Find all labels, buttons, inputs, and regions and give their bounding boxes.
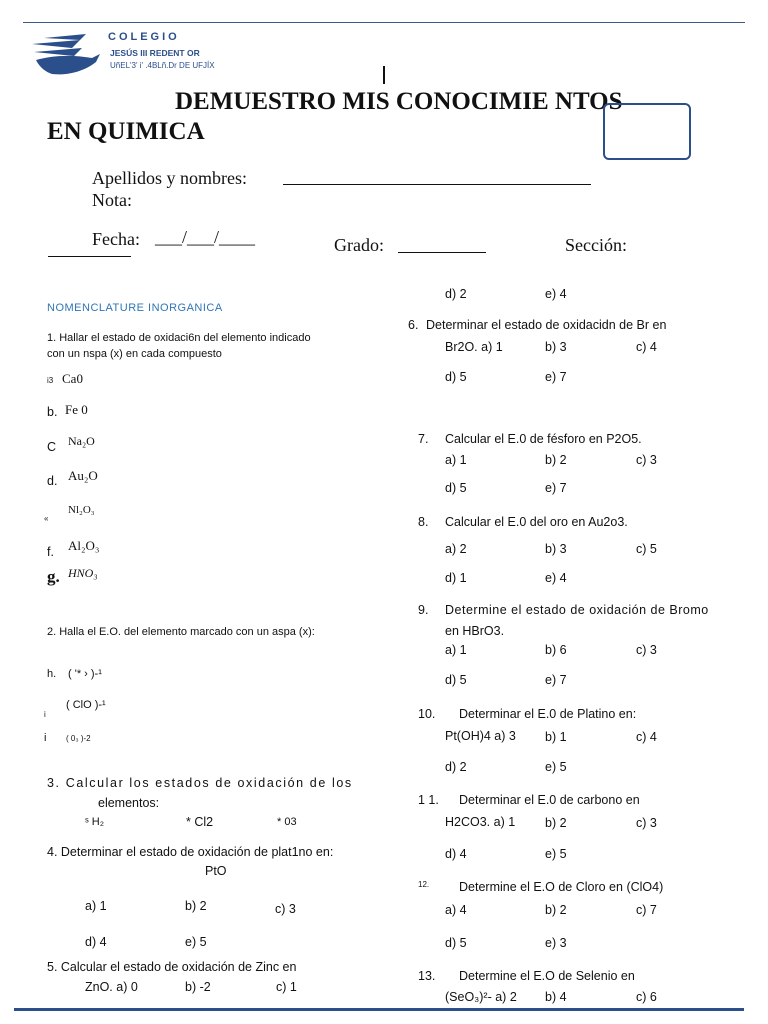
q1-item-formula: Fe 0 — [65, 402, 88, 417]
college-name: COLEGIO — [108, 31, 180, 43]
q13-number: 13. — [418, 969, 436, 983]
q9-option[interactable]: b) 6 — [545, 643, 567, 657]
q1-item-label: f. — [47, 545, 54, 559]
q3-text-line-2: elementos: — [98, 796, 160, 810]
q3-item: * 03 — [277, 816, 297, 828]
q2-item-label: h. — [47, 668, 57, 680]
q13-option[interactable]: (SeO₃)²- a) 2 — [445, 990, 517, 1004]
q1-item-formula: HNO₃ — [68, 566, 98, 580]
q10-option[interactable]: e) 5 — [545, 760, 567, 774]
q12-option[interactable]: c) 7 — [636, 903, 657, 917]
page-title-line-2: EN QUIMICA — [47, 118, 205, 145]
q12-text: Determine el E.O de Cloro en (ClO4) — [459, 880, 664, 894]
q10-number: 10. — [418, 707, 436, 721]
q6-option[interactable]: c) 4 — [636, 340, 657, 354]
names-label: Apellidos y nombres: — [92, 168, 247, 188]
q13-option[interactable]: b) 4 — [545, 990, 567, 1004]
grade-box — [603, 103, 691, 160]
left-blank-line — [48, 256, 131, 257]
q5-option[interactable]: ZnO. a) 0 — [85, 980, 138, 994]
q6-option[interactable]: d) 5 — [445, 370, 467, 384]
top-option[interactable]: d) 2 — [445, 287, 467, 301]
q3-text-line-1: 3. Calcular los estados de oxidación de los — [47, 776, 353, 790]
q1-item-label: d. — [47, 474, 58, 488]
q6-option[interactable]: e) 7 — [545, 370, 567, 384]
q2-text: 2. Halla el E.O. del elemento marcado con un aspa (x): — [47, 626, 315, 638]
q11-text: Determinar el E.0 de carbono en — [459, 793, 640, 807]
q1-item-label: C — [47, 440, 57, 454]
q10-option[interactable]: c) 4 — [636, 730, 657, 744]
q2-item-label: i — [44, 710, 46, 719]
q11-option[interactable]: e) 5 — [545, 847, 567, 861]
date-label: Fecha: — [92, 229, 140, 249]
q5-option[interactable]: b) -2 — [185, 980, 211, 994]
q12-option[interactable]: d) 5 — [445, 936, 467, 950]
school-logo — [30, 30, 102, 83]
level-label: Grado: — [334, 235, 384, 255]
college-line-1: JESÚS III REDENT OR — [110, 48, 200, 58]
top-rule — [23, 22, 745, 23]
q13-option[interactable]: c) 6 — [636, 990, 657, 1004]
q3-item: * Cl2 — [186, 815, 214, 829]
q4-formula: PtO — [205, 864, 227, 878]
q1-item-formula: Ca0 — [62, 371, 83, 386]
q7-option[interactable]: a) 1 — [445, 453, 467, 467]
level-blank[interactable] — [398, 252, 486, 253]
text-cursor — [383, 66, 385, 84]
q9-option[interactable]: c) 3 — [636, 643, 657, 657]
q11-option[interactable]: b) 2 — [545, 816, 567, 830]
q8-option[interactable]: c) 5 — [636, 542, 657, 556]
q1-text-line-2: con un nspa (x) en cada compuesto — [47, 348, 222, 360]
q11-option[interactable]: c) 3 — [636, 816, 657, 830]
bottom-rule — [14, 1008, 744, 1011]
q7-option[interactable]: c) 3 — [636, 453, 657, 467]
q10-option[interactable]: b) 1 — [545, 730, 567, 744]
section-heading: NOMENCLATURE INORGANICA — [47, 302, 223, 314]
q9-number: 9. — [418, 603, 429, 617]
q7-number: 7. — [418, 432, 429, 446]
q11-number: 1 1. — [418, 793, 439, 807]
q7-text: Calcular el E.0 de fésforo en P2O5. — [445, 432, 642, 446]
q10-text: Determinar el E.0 de Platino en: — [459, 707, 637, 721]
q4-option[interactable]: d) 4 — [85, 935, 107, 949]
q3-item: ˢ H₂ — [85, 816, 105, 828]
top-option[interactable]: e) 4 — [545, 287, 567, 301]
q11-option[interactable]: d) 4 — [445, 847, 467, 861]
q13-text: Determine el E.O de Selenio en — [459, 969, 635, 983]
q5-text: 5. Calcular el estado de oxidación de Zinc en — [47, 960, 297, 974]
q8-option[interactable]: d) 1 — [445, 571, 467, 585]
q7-option[interactable]: e) 7 — [545, 481, 567, 495]
q12-option[interactable]: a) 4 — [445, 903, 467, 917]
q12-option[interactable]: e) 3 — [545, 936, 567, 950]
q2-item-formula: ( '* › )-¹ — [68, 668, 102, 680]
date-blank[interactable]: ___/___/____ — [155, 227, 256, 247]
q4-option[interactable]: b) 2 — [185, 899, 207, 913]
section-label: Sección: — [565, 235, 627, 255]
q1-item-label: g. — [47, 567, 60, 586]
q1-item-label: i3 — [47, 376, 54, 385]
q8-option[interactable]: e) 4 — [545, 571, 567, 585]
q1-item-formula: Na₂O — [68, 434, 95, 448]
q12-number: 12. — [418, 880, 430, 889]
q9-text-line-2: en HBrO3. — [445, 624, 505, 638]
q9-option[interactable]: e) 7 — [545, 673, 567, 687]
q1-item-formula: Au₂O — [68, 468, 98, 483]
q7-option[interactable]: b) 2 — [545, 453, 567, 467]
grade-note-label: Nota: — [92, 190, 132, 210]
q1-item-formula: Al₂O₃ — [68, 538, 100, 553]
q11-option[interactable]: H2CO3. a) 1 — [445, 815, 516, 829]
page-title-line-1: DEMUESTRO MIS CONOCIMIE NTOS — [175, 88, 623, 115]
q9-option[interactable]: d) 5 — [445, 673, 467, 687]
q1-item-formula: Nl₂O₃ — [68, 504, 95, 516]
q10-option[interactable]: Pt(OH)4 a) 3 — [445, 729, 516, 743]
q1-text-line-1: 1. Hallar el estado de oxidaci6n del elemento indicado — [47, 332, 311, 344]
q4-option[interactable]: e) 5 — [185, 935, 207, 949]
q2-item-formula: ( ClO )-¹ — [66, 699, 106, 711]
college-line-2: UñEL'3' i' .4BLñ.Dr DE UFJÍX — [110, 61, 215, 70]
q4-option[interactable]: a) 1 — [85, 899, 107, 913]
q6-option[interactable]: b) 3 — [545, 340, 567, 354]
q4-option[interactable]: c) 3 — [275, 902, 296, 916]
dove-logo-icon — [30, 30, 102, 78]
q12-option[interactable]: b) 2 — [545, 903, 567, 917]
q8-option[interactable]: b) 3 — [545, 542, 567, 556]
q9-option[interactable]: a) 1 — [445, 643, 467, 657]
q1-item-label: « — [44, 514, 49, 523]
names-blank[interactable] — [283, 184, 591, 185]
q6-number: 6. — [408, 318, 419, 332]
q1-item-label: b. — [47, 405, 58, 419]
q9-text: Determine el estado de oxidación de Bromo — [445, 603, 709, 617]
q8-text: Calcular el E.0 del oro en Au2o3. — [445, 515, 628, 529]
q8-number: 8. — [418, 515, 429, 529]
q4-text: 4. Determinar el estado de oxidación de plat1no en: — [47, 845, 334, 859]
q6-text: Determinar el estado de oxidacidn de Br en — [426, 318, 667, 332]
q7-option[interactable]: d) 5 — [445, 481, 467, 495]
q2-item-formula: ( 0₃ )-2 — [66, 734, 91, 743]
q8-option[interactable]: a) 2 — [445, 542, 467, 556]
q10-option[interactable]: d) 2 — [445, 760, 467, 774]
q5-option[interactable]: c) 1 — [276, 980, 297, 994]
q6-option[interactable]: Br2O. a) 1 — [445, 340, 503, 354]
q2-item-label: i — [44, 732, 47, 744]
